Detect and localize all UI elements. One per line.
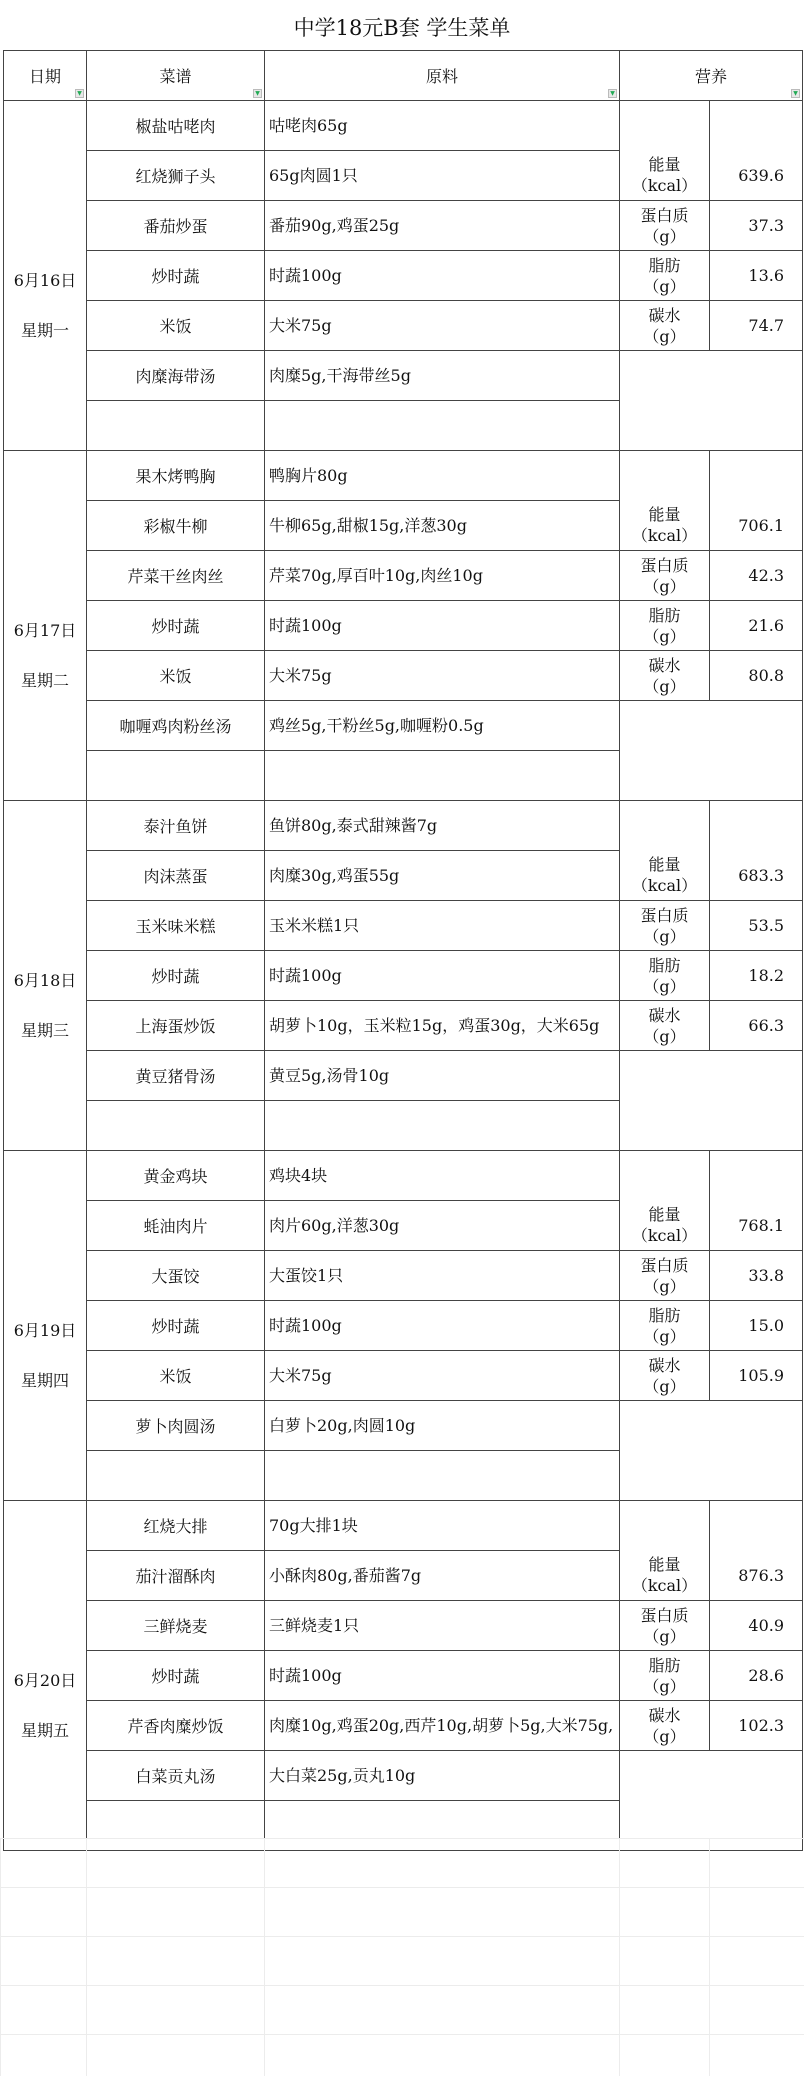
nutrition-value: 876.3: [710, 1551, 803, 1601]
dish-name: [87, 1101, 265, 1151]
dish-ingredients: [265, 751, 620, 801]
nutrition-label: [620, 251, 710, 301]
nutrition-value: 102.3: [710, 1701, 803, 1751]
grid-line: [264, 1838, 265, 2076]
nutrition-label-name: 蛋白质: [640, 1605, 689, 1625]
table-row: [4, 901, 803, 951]
dish-ingredients: 牛柳65g,甜椒15g,洋葱30g: [265, 501, 620, 551]
filter-dropdown-icon[interactable]: ▼: [253, 89, 262, 98]
dish-ingredients: 时蔬100g: [265, 951, 620, 1001]
nutrition-value: 639.6: [710, 151, 803, 201]
nutrition-label-unit: （g）: [643, 1276, 686, 1296]
nutrition-label-name: 碳水: [648, 1705, 681, 1725]
table-row: [4, 151, 803, 201]
date-cell: [4, 101, 87, 451]
dish-name: 红烧大排: [87, 1501, 265, 1551]
dish-ingredients: 时蔬100g: [265, 1301, 620, 1351]
dish-ingredients: 芹菜70g,厚百叶10g,肉丝10g: [265, 551, 620, 601]
nutrition-spacer: [620, 351, 803, 451]
nutrition-value: 53.5: [710, 901, 803, 951]
nutrition-label-name: 能量: [648, 855, 681, 875]
nutrition-label: [620, 1701, 710, 1751]
dish-name: 芹香肉糜炒饭: [87, 1701, 265, 1751]
table-row: [4, 651, 803, 701]
nutrition-spacer: [710, 801, 803, 851]
table-row: [4, 451, 803, 501]
nutrition-spacer: [620, 451, 710, 501]
nutrition-spacer: [620, 1401, 803, 1501]
nutrition-spacer: [620, 701, 803, 801]
nutrition-spacer: [620, 101, 710, 151]
dish-name: 黄豆猪骨汤: [87, 1051, 265, 1101]
dish-ingredients: 鸡块4块: [265, 1151, 620, 1201]
dish-name: 泰汁鱼饼: [87, 801, 265, 851]
nutrition-label-unit: （kcal）: [631, 1226, 698, 1246]
nutrition-label: [620, 601, 710, 651]
date-cell: [4, 451, 87, 801]
nutrition-label-name: 碳水: [648, 1005, 681, 1025]
nutrition-label-name: 脂肪: [648, 1305, 681, 1325]
nutrition-label-name: 蛋白质: [640, 1255, 689, 1275]
nutrition-value: 105.9: [710, 1351, 803, 1401]
date-cell: [4, 801, 87, 1151]
table-row: [4, 351, 803, 401]
table-row: [4, 501, 803, 551]
nutrition-label-unit: （g）: [643, 676, 686, 696]
nutrition-label-unit: （kcal）: [631, 876, 698, 896]
nutrition-value: 18.2: [710, 951, 803, 1001]
nutrition-label: [620, 851, 710, 901]
header-row: [4, 51, 803, 101]
table-row: [4, 201, 803, 251]
nutrition-label-unit: （kcal）: [631, 1576, 698, 1596]
dish-ingredients: 时蔬100g: [265, 1651, 620, 1701]
dish-name: 白菜贡丸汤: [87, 1751, 265, 1801]
dish-ingredients: 番茄90g,鸡蛋25g: [265, 201, 620, 251]
dish-name: 炒时蔬: [87, 951, 265, 1001]
dish-name: 红烧狮子头: [87, 151, 265, 201]
nutrition-label-name: 能量: [648, 155, 681, 175]
dish-name: 黄金鸡块: [87, 1151, 265, 1201]
dish-name: 炒时蔬: [87, 1651, 265, 1701]
nutrition-value: 21.6: [710, 601, 803, 651]
header-ingredients: 原料 ▼: [265, 51, 620, 101]
table-row: [4, 1251, 803, 1301]
nutrition-label: [620, 301, 710, 351]
dish-ingredients: 鸭胸片80g: [265, 451, 620, 501]
filter-dropdown-icon[interactable]: ▼: [608, 89, 617, 98]
nutrition-label-unit: （g）: [643, 1326, 686, 1346]
filter-dropdown-icon[interactable]: ▼: [791, 89, 800, 98]
nutrition-label-unit: （g）: [643, 976, 686, 996]
dish-name: 上海蛋炒饭: [87, 1001, 265, 1051]
table-row: [4, 251, 803, 301]
dish-name: [87, 1451, 265, 1501]
table-row: [4, 951, 803, 1001]
nutrition-label-name: 碳水: [648, 305, 681, 325]
nutrition-value: 706.1: [710, 501, 803, 551]
nutrition-label: [620, 1351, 710, 1401]
dish-ingredients: 大米75g: [265, 1351, 620, 1401]
dish-ingredients: 小酥肉80g,番茄酱7g: [265, 1551, 620, 1601]
nutrition-label: [620, 1001, 710, 1051]
table-row: [4, 1401, 803, 1451]
dish-name: 大蛋饺: [87, 1251, 265, 1301]
nutrition-label-unit: （g）: [643, 576, 686, 596]
nutrition-label-name: 蛋白质: [640, 905, 689, 925]
nutrition-label: [620, 901, 710, 951]
nutrition-value: 80.8: [710, 651, 803, 701]
table-row: [4, 1601, 803, 1651]
dish-ingredients: 时蔬100g: [265, 601, 620, 651]
empty-grid-area: [0, 1838, 804, 2076]
nutrition-spacer: [710, 1501, 803, 1551]
nutrition-label-name: 碳水: [648, 1355, 681, 1375]
dish-name: 蚝油肉片: [87, 1201, 265, 1251]
nutrition-label: [620, 1551, 710, 1601]
nutrition-label: [620, 1201, 710, 1251]
nutrition-value: 15.0: [710, 1301, 803, 1351]
weekday-label: 星期五: [20, 1720, 69, 1740]
filter-dropdown-icon[interactable]: ▼: [75, 89, 84, 98]
dish-ingredients: 时蔬100g: [265, 251, 620, 301]
table-row: [4, 1651, 803, 1701]
table-row: [4, 301, 803, 351]
dish-ingredients: 肉糜5g,干海带丝5g: [265, 351, 620, 401]
nutrition-value: 37.3: [710, 201, 803, 251]
nutrition-value: 74.7: [710, 301, 803, 351]
dish-ingredients: 大米75g: [265, 651, 620, 701]
dish-name: 芹菜干丝肉丝: [87, 551, 265, 601]
dish-ingredients: 70g大排1块: [265, 1501, 620, 1551]
nutrition-label-name: 碳水: [648, 655, 681, 675]
table-row: [4, 1551, 803, 1601]
header-date: 日期 ▼: [4, 51, 87, 101]
dish-ingredients: 白萝卜20g,肉圆10g: [265, 1401, 620, 1451]
dish-ingredients: 鱼饼80g,泰式甜辣酱7g: [265, 801, 620, 851]
dish-name: 彩椒牛柳: [87, 501, 265, 551]
nutrition-label-unit: （g）: [643, 926, 686, 946]
nutrition-label-unit: （g）: [643, 226, 686, 246]
nutrition-label-unit: （g）: [643, 1676, 686, 1696]
weekday-label: 星期二: [20, 670, 69, 690]
dish-ingredients: 大米75g: [265, 301, 620, 351]
nutrition-label-unit: （g）: [643, 276, 686, 296]
table-row: [4, 801, 803, 851]
dish-name: 果木烤鸭胸: [87, 451, 265, 501]
nutrition-label: [620, 951, 710, 1001]
dish-name: 三鲜烧麦: [87, 1601, 265, 1651]
nutrition-spacer: [620, 1151, 710, 1201]
dish-ingredients: 鸡丝5g,干粉丝5g,咖喱粉0.5g: [265, 701, 620, 751]
date-label: 6月18日: [13, 970, 77, 990]
dish-name: 咖喱鸡肉粉丝汤: [87, 701, 265, 751]
nutrition-label: [620, 501, 710, 551]
table-row: [4, 1151, 803, 1201]
dish-ingredients: 胡萝卜10g，玉米粒15g，鸡蛋30g，大米65g: [265, 1001, 620, 1051]
dish-name: 炒时蔬: [87, 1301, 265, 1351]
nutrition-label-name: 蛋白质: [640, 205, 689, 225]
menu-table: [3, 50, 803, 1851]
dish-name: 番茄炒蛋: [87, 201, 265, 251]
nutrition-label-name: 脂肪: [648, 955, 681, 975]
dish-ingredients: [265, 1101, 620, 1151]
header-dish: 菜谱 ▼: [87, 51, 265, 101]
nutrition-label-unit: （g）: [643, 1376, 686, 1396]
nutrition-label-name: 能量: [648, 1205, 681, 1225]
nutrition-spacer: [710, 451, 803, 501]
dish-ingredients: 大蛋饺1只: [265, 1251, 620, 1301]
dish-name: 萝卜肉圆汤: [87, 1401, 265, 1451]
nutrition-value: 768.1: [710, 1201, 803, 1251]
table-row: [4, 1701, 803, 1751]
date-cell: [4, 1151, 87, 1501]
dish-ingredients: 黄豆5g,汤骨10g: [265, 1051, 620, 1101]
dish-name: 炒时蔬: [87, 251, 265, 301]
dish-name: 肉沫蒸蛋: [87, 851, 265, 901]
nutrition-label-name: 蛋白质: [640, 555, 689, 575]
dish-name: 肉糜海带汤: [87, 351, 265, 401]
grid-line: [86, 1838, 87, 2076]
dish-ingredients: 大白菜25g,贡丸10g: [265, 1751, 620, 1801]
nutrition-label: [620, 1251, 710, 1301]
table-row: [4, 1501, 803, 1551]
table-row: [4, 551, 803, 601]
grid-line: [619, 1838, 620, 2076]
nutrition-label-unit: （kcal）: [631, 176, 698, 196]
dish-name: 米饭: [87, 1351, 265, 1401]
table-row: [4, 1301, 803, 1351]
table-row: [4, 851, 803, 901]
nutrition-label: [620, 1651, 710, 1701]
dish-ingredients: 肉糜10g,鸡蛋20g,西芹10g,胡萝卜5g,大米75g,: [265, 1701, 620, 1751]
nutrition-spacer: [710, 1151, 803, 1201]
nutrition-label-unit: （kcal）: [631, 526, 698, 546]
nutrition-value: 40.9: [710, 1601, 803, 1651]
nutrition-label: [620, 1601, 710, 1651]
date-label: 6月20日: [13, 1670, 77, 1690]
nutrition-value: 13.6: [710, 251, 803, 301]
table-row: [4, 1051, 803, 1101]
nutrition-spacer: [620, 1051, 803, 1151]
dish-name: 炒时蔬: [87, 601, 265, 651]
weekday-label: 星期三: [20, 1020, 69, 1040]
nutrition-spacer: [620, 801, 710, 851]
table-row: [4, 101, 803, 151]
nutrition-label: [620, 551, 710, 601]
date-label: 6月19日: [13, 1320, 77, 1340]
weekday-label: 星期四: [20, 1370, 69, 1390]
dish-ingredients: 玉米米糕1只: [265, 901, 620, 951]
dish-name: 米饭: [87, 301, 265, 351]
date-cell: [4, 1501, 87, 1851]
grid-line: [709, 1838, 710, 2076]
dish-name: [87, 401, 265, 451]
nutrition-label-name: 能量: [648, 1555, 681, 1575]
nutrition-value: 683.3: [710, 851, 803, 901]
page-title: 中学18元B套 学生菜单: [293, 16, 511, 40]
table-row: [4, 701, 803, 751]
table-row: [4, 1351, 803, 1401]
table-row: [4, 601, 803, 651]
nutrition-spacer: [620, 1751, 803, 1851]
nutrition-label: [620, 1301, 710, 1351]
nutrition-label: [620, 151, 710, 201]
dish-ingredients: 肉片60g,洋葱30g: [265, 1201, 620, 1251]
dish-ingredients: [265, 1451, 620, 1501]
dish-name: [87, 751, 265, 801]
weekday-label: 星期一: [20, 320, 69, 340]
dish-ingredients: 65g肉圆1只: [265, 151, 620, 201]
nutrition-label-name: 脂肪: [648, 1655, 681, 1675]
nutrition-label-unit: （g）: [643, 326, 686, 346]
date-label: 6月16日: [13, 270, 77, 290]
dish-ingredients: 肉糜30g,鸡蛋55g: [265, 851, 620, 901]
nutrition-label-name: 能量: [648, 505, 681, 525]
dish-name: 米饭: [87, 651, 265, 701]
date-label: 6月17日: [13, 620, 77, 640]
nutrition-label-name: 脂肪: [648, 605, 681, 625]
header-nutrition: 营养 ▼: [620, 51, 803, 101]
nutrition-label-unit: （g）: [643, 1626, 686, 1646]
nutrition-spacer: [710, 101, 803, 151]
nutrition-spacer: [620, 1501, 710, 1551]
dish-ingredients: [265, 401, 620, 451]
nutrition-value: 42.3: [710, 551, 803, 601]
nutrition-label-unit: （g）: [643, 1726, 686, 1746]
table-row: [4, 1201, 803, 1251]
nutrition-label: [620, 651, 710, 701]
dish-name: 椒盐咕咾肉: [87, 101, 265, 151]
nutrition-value: 33.8: [710, 1251, 803, 1301]
dish-ingredients: 咕咾肉65g: [265, 101, 620, 151]
nutrition-label: [620, 201, 710, 251]
nutrition-label-name: 脂肪: [648, 255, 681, 275]
nutrition-label-unit: （g）: [643, 1026, 686, 1046]
table-row: [4, 1751, 803, 1801]
nutrition-label-unit: （g）: [643, 626, 686, 646]
dish-name: 玉米味米糕: [87, 901, 265, 951]
dish-ingredients: 三鲜烧麦1只: [265, 1601, 620, 1651]
dish-name: 茄汁溜酥肉: [87, 1551, 265, 1601]
nutrition-value: 66.3: [710, 1001, 803, 1051]
table-row: [4, 1001, 803, 1051]
nutrition-value: 28.6: [710, 1651, 803, 1701]
